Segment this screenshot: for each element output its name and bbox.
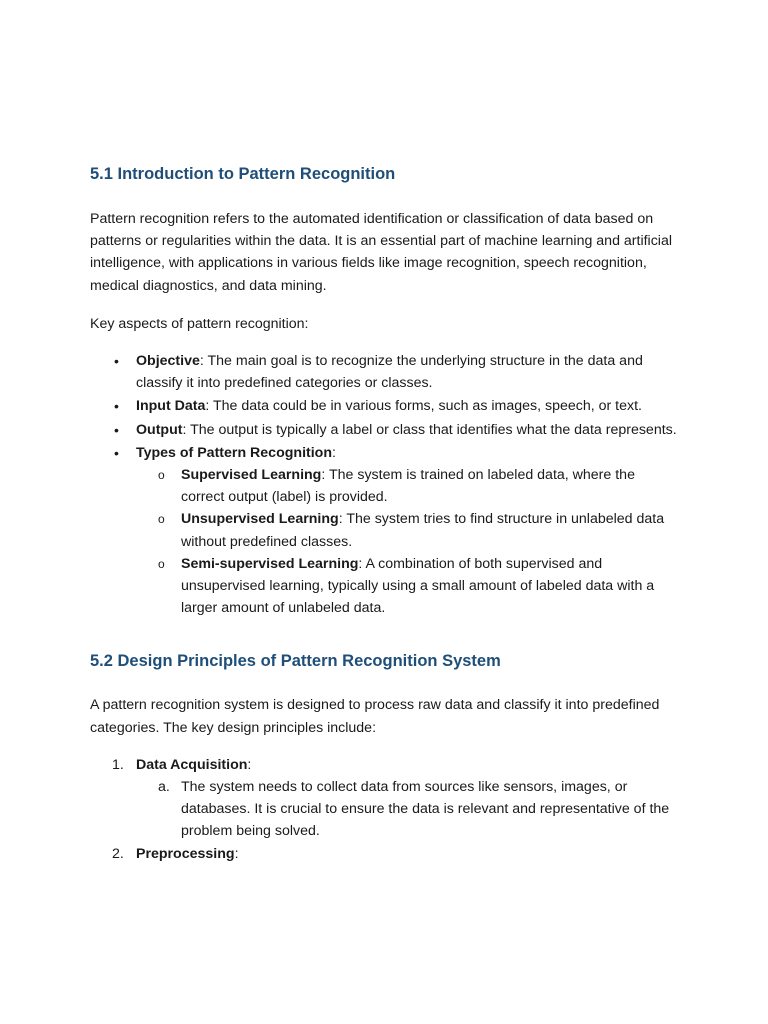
section-heading-introduction: 5.1 Introduction to Pattern Recognition	[90, 165, 396, 183]
sublist-item-collect-data	[158, 776, 680, 843]
design-principles-list	[90, 754, 680, 865]
term-output: Output	[136, 421, 183, 438]
term-types: Types of Pattern Recognition	[136, 444, 333, 461]
list-item-input-data	[114, 395, 680, 417]
types-sublist	[136, 464, 680, 619]
bullet-icon: •	[114, 353, 119, 370]
term-semi-supervised: Semi-supervised Learning	[181, 555, 359, 572]
data-acquisition-sublist	[136, 776, 680, 843]
description-data-acquisition: :	[247, 756, 252, 773]
list-item-objective	[114, 350, 680, 394]
description-unsupervised: : The system tries to find structure in unlabeled data without predefined classes.	[181, 511, 665, 550]
term-unsupervised: Unsupervised Learning	[181, 511, 339, 528]
description-output: : The output is typically a label or class that identifies what the data represents.	[182, 421, 677, 438]
bullet-icon: •	[114, 398, 119, 415]
key-aspects-lead: Key aspects of pattern recognition:	[90, 315, 309, 332]
sublist-item-semi-supervised	[158, 553, 680, 620]
description-objective: : The main goal is to recognize the underlying structure in the data and classify it into predefined categories or classes.	[136, 353, 643, 392]
circle-bullet-icon: o	[158, 512, 165, 527]
description-collect-data: The system needs to collect data from sources like sensors, images, or databases. It is crucial to ensure the data is relevant and representative of the problem being solved.	[181, 779, 670, 840]
sublist-item-unsupervised	[158, 508, 680, 552]
design-intro-paragraph: A pattern recognition system is designed to process raw data and classify it into predefined categories. The key design principles include:	[90, 697, 660, 736]
list-item-data-acquisition	[112, 754, 680, 843]
list-item-output	[114, 419, 680, 441]
term-preprocessing: Preprocessing	[136, 845, 235, 862]
list-number: 1.	[112, 756, 124, 773]
sublist-item-supervised	[158, 464, 680, 508]
description-preprocessing: :	[234, 845, 239, 862]
description-supervised: : The system is trained on labeled data, where the correct output (label) is provided.	[181, 467, 635, 506]
list-item-types	[114, 442, 680, 620]
section-heading-design-principles: 5.2 Design Principles of Pattern Recognition System	[90, 652, 501, 671]
term-data-acquisition: Data Acquisition	[136, 756, 248, 773]
description-semi-supervised: : A combination of both supervised and unsupervised learning, typically using a small amount of labeled data with a larger amount of unlabeled data.	[181, 555, 655, 617]
term-objective: Objective	[136, 353, 200, 370]
bullet-icon: •	[114, 421, 119, 438]
intro-paragraph: Pattern recognition refers to the automated identification or classification of data based on patterns or regularities within the data. It is an essential part of machine learning and artificial intelligence, with applications in various fields like image recognition, speech recognition, medical diagnostics, and data mining.	[90, 211, 672, 294]
list-number: 2.	[112, 845, 124, 862]
term-input-data: Input Data	[136, 398, 206, 415]
circle-bullet-icon: o	[158, 468, 165, 483]
term-supervised: Supervised Learning	[181, 467, 322, 484]
key-aspects-list	[90, 350, 680, 619]
list-letter: a.	[158, 779, 170, 796]
circle-bullet-icon: o	[158, 556, 165, 571]
description-input-data: : The data could be in various forms, such as images, speech, or text.	[205, 398, 642, 415]
list-item-preprocessing	[112, 843, 680, 865]
description-types: :	[332, 444, 336, 461]
bullet-icon: •	[114, 444, 119, 461]
